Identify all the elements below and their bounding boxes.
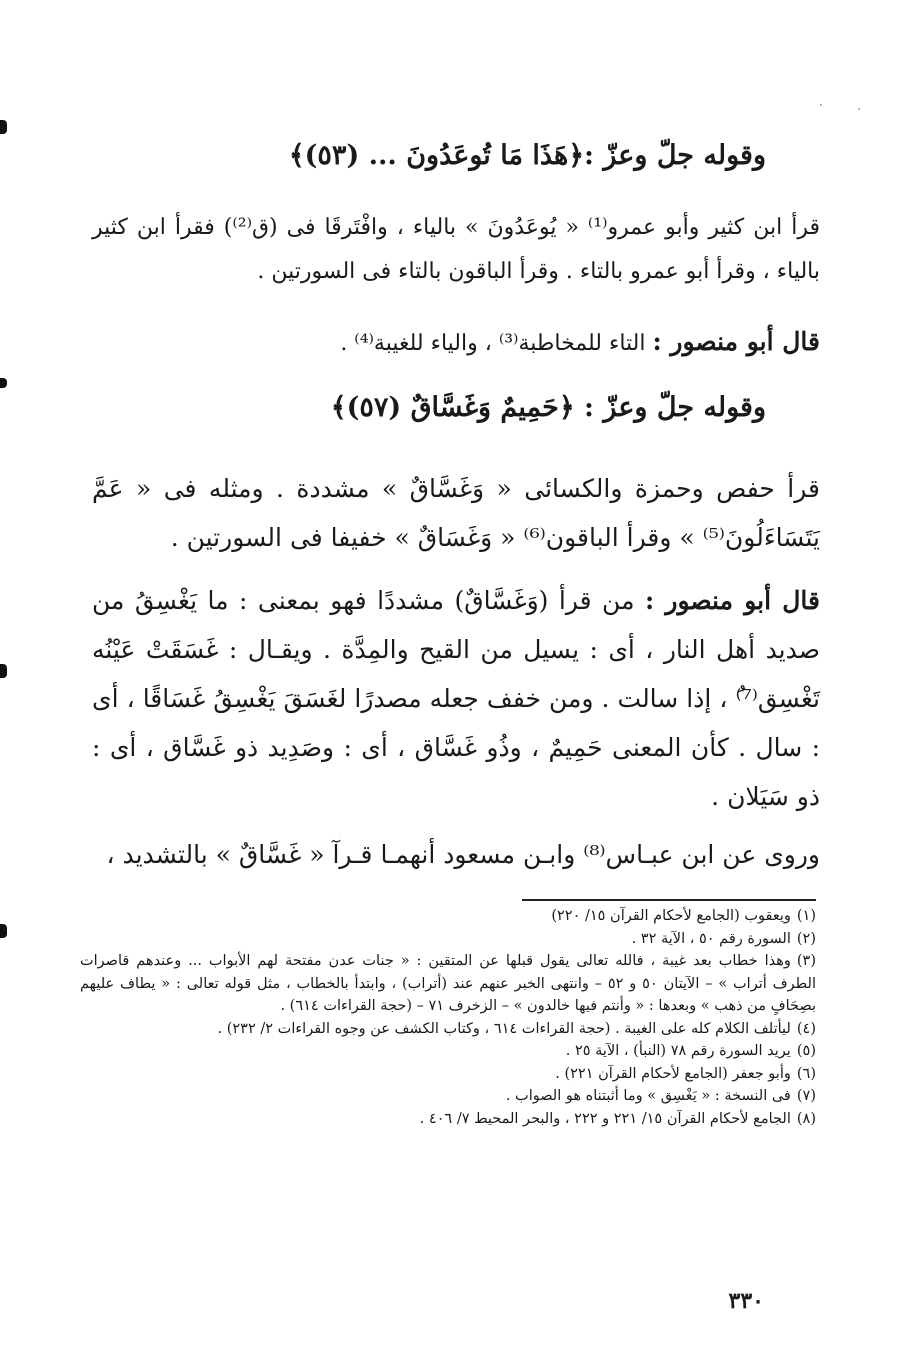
- footnote-text: الجامع لأحكام القرآن ١٥/ ٢٢١ و ٢٢٢ ، والبحر المحيط ٧/ ٤٠٦ .: [419, 1110, 791, 1127]
- footnote: [80, 905, 816, 928]
- footnote-text: ويعقوب (الجامع لأحكام القرآن ١٥/ ٢٢٠): [551, 908, 791, 924]
- footnote-number: (٧): [796, 1088, 816, 1104]
- footnote: [80, 1108, 816, 1131]
- commentary-text: التاء للمخاطبة⁽³⁾ ، والياء للغيبة⁽⁴⁾ .: [340, 331, 646, 356]
- page-number: ٣٣٠: [728, 1288, 764, 1314]
- scan-speck: [858, 108, 860, 110]
- continuation-paragraph: وروى عن ابن عبـاس⁽⁸⁾ وابـن مسعود أنهمـا قـرآ « غَسَّاقٌ » بالتشديد ،: [106, 840, 820, 869]
- footnote-text: ليأتلف الكلام كله على الغيبة . (حجة القراءات ٦١٤ ، وكتاب الكشف عن وجوه القراءات ٢/ ٢٣٢) .: [217, 1020, 791, 1037]
- footnote: [80, 1063, 816, 1086]
- binding-mark: [0, 120, 7, 134]
- footnote-number: (٦): [796, 1065, 816, 1082]
- footnote-number: (٤): [796, 1020, 816, 1037]
- footnote-number: (٨): [796, 1110, 816, 1127]
- commentary-lead: قال أبو منصور :: [652, 327, 820, 356]
- section-heading-2: وقوله جلّ وعزّ : ﴿حَمِيمٌ وَغَسَّاقٌ (٥٧)﴾: [330, 392, 766, 423]
- scan-speck: [820, 104, 822, 106]
- footnote: [80, 928, 816, 951]
- reading-paragraph-2: قرأ حفص وحمزة والكسائى « وَغَسَّاقٌ » مشددة . ومثله فى « عَمَّ يَتَسَاءَلُونَ⁽⁵⁾ » وقرأ الباقون⁽⁶⁾ « وَغَسَاقٌ » خفيفا فى السورتين .: [92, 474, 820, 552]
- binding-mark: [0, 378, 7, 388]
- footnote: [80, 1085, 816, 1108]
- footnote: [80, 1040, 816, 1063]
- commentary-paragraph-2: [92, 576, 820, 821]
- footnote-number: (٥): [796, 1043, 816, 1059]
- footnote-separator: [522, 899, 816, 901]
- footnote-text: فى النسخة : « يَغْسِق » وما أثبتناه هو الصواب .: [505, 1088, 791, 1104]
- reading-paragraph-1: قرأ ابن كثير وأبو عمرو⁽¹⁾ « يُوعَدُونَ » بالياء ، وافْتَرقَا فى (ق⁽²⁾) فقرأ ابن كثير بالياء ، وقرأ أبو عمرو بالتاء . وقرأ الباقون بالتاء فى السورتين .: [92, 215, 821, 284]
- commentary-lead: قال أبو منصور :: [644, 586, 820, 615]
- footnote-text: السورة رقم ٥٠ ، الآية ٣٢ .: [631, 930, 791, 947]
- binding-mark: [0, 664, 7, 678]
- footnote-number: (٢): [796, 930, 816, 947]
- commentary-paragraph-1: [92, 320, 820, 366]
- footnote-number: (١): [796, 908, 816, 924]
- binding-mark: [0, 924, 7, 938]
- footnote: [80, 950, 816, 1018]
- footnote: [80, 1018, 816, 1041]
- section-heading-1: وقوله جلّ وعزّ :﴿هَذَا مَا تُوعَدُونَ ... (٥٣)﴾: [288, 140, 766, 171]
- footnotes: [80, 905, 816, 1130]
- footnote-text: وأبو جعفر (الجامع لأحكام القرآن ٢٢١) .: [555, 1065, 791, 1082]
- commentary-text: من قرأ (وَغَسَّاقٌ) مشددًا فهو بمعنى : ما يَغْسِقُ من صديد أهل النار ، أى : يسيل من القيح والمِدَّة . ويقـال : غَسَقَتْ عَيْنُه تَغْسِق⁽⁷⁾ُ ، إذا سالت . ومن خفف جعله مصدرًا لغَسَقَ يَغْسِقُ غَسَاقًا ، أى : سال . كأن المعنى حَمِيمٌ ، وذُو غَسَّاق ، أى : وصَدِيد ذو غَسَّاق ، أى : ذو سَيَلان .: [92, 586, 820, 811]
- footnote-text: يريد السورة رقم ٧٨ (النبأ) ، الآية ٢٥ .: [565, 1043, 791, 1059]
- footnote-text: وهذا خطاب بعد غيبة ، فالله تعالى يقول قبلها عن المتقين : « جنات عدن مفتحة لهم الأبواب ... وعندهم قاصرات الطرف أتراب » – الآيتان ٥٠ و ٥٢ – وانتهى الخبر عنهم عند (أتراب) ، وابتدأ بالخطاب ، مثل قوله تعالى : « يطاف عليهم بصِحَافٍ من ذهب » وبعدها : « وأنتم فيها خالدون » – الزخرف ٧١ – (حجة القراءات ٦١٤) .: [80, 953, 816, 1014]
- footnote-number: (٣): [796, 953, 816, 969]
